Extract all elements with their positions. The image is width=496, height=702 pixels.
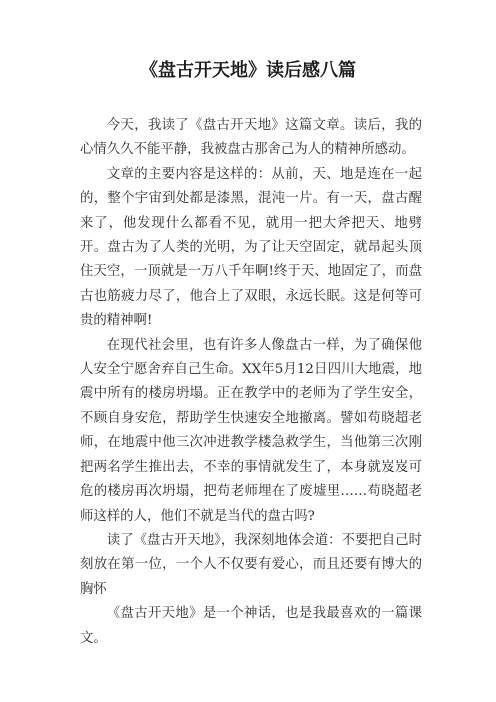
document-body	[80, 114, 422, 651]
document-title: 《盘古开天地》读后感八篇	[140, 60, 356, 81]
paragraph: 今天，我读了《盘古开天地》这篇文章。读后，我的心情久久不能平静，我被盘古那舍己为人的精神所感动。	[80, 118, 422, 158]
paragraph: 《盘古开天地》是一个神话，也是我最喜欢的一篇课文。	[80, 606, 422, 646]
paragraph: 读了《盘古开天地》，我深刻地体会道：不要把自己时刻放在第一位，一个人不仅要有爱心，而且还要有博大的胸怀	[80, 532, 422, 597]
paragraph: 在现代社会里，也有许多人像盘古一样，为了确保他人安全宁愿舍弃自己生命。XX年5月12日四川大地震，地震中所有的楼房坍塌。正在教学中的老师为了学生安全，不顾自身安危，帮助学生快速安全地撤离。譬如苟晓超老师，在地震中他三次冲进教学楼急救学生，当他第三次刚把两名学生推出去，不幸的事情就发生了，本身就岌岌可危的楼房再次坍塌，把苟老师埋在了废墟里……苟晓超老师这样的人，他们不就是当代的盘古吗?	[80, 337, 422, 524]
paragraph: 文章的主要内容是这样的：从前，天、地是连在一起的，整个宇宙到处都是漆黑，混沌一片。有一天，盘古醒来了，他发现什么都看不见，就用一把大斧把天、地劈开。盘古为了人类的光明，为了让天空固定，就昂起头顶住天空，一顶就是一万八千年啊!终于天、地固定了，而盘古也筋疲力尽了，他合上了双眼，永远长眠。这是何等可贵的精神啊!	[80, 166, 422, 329]
